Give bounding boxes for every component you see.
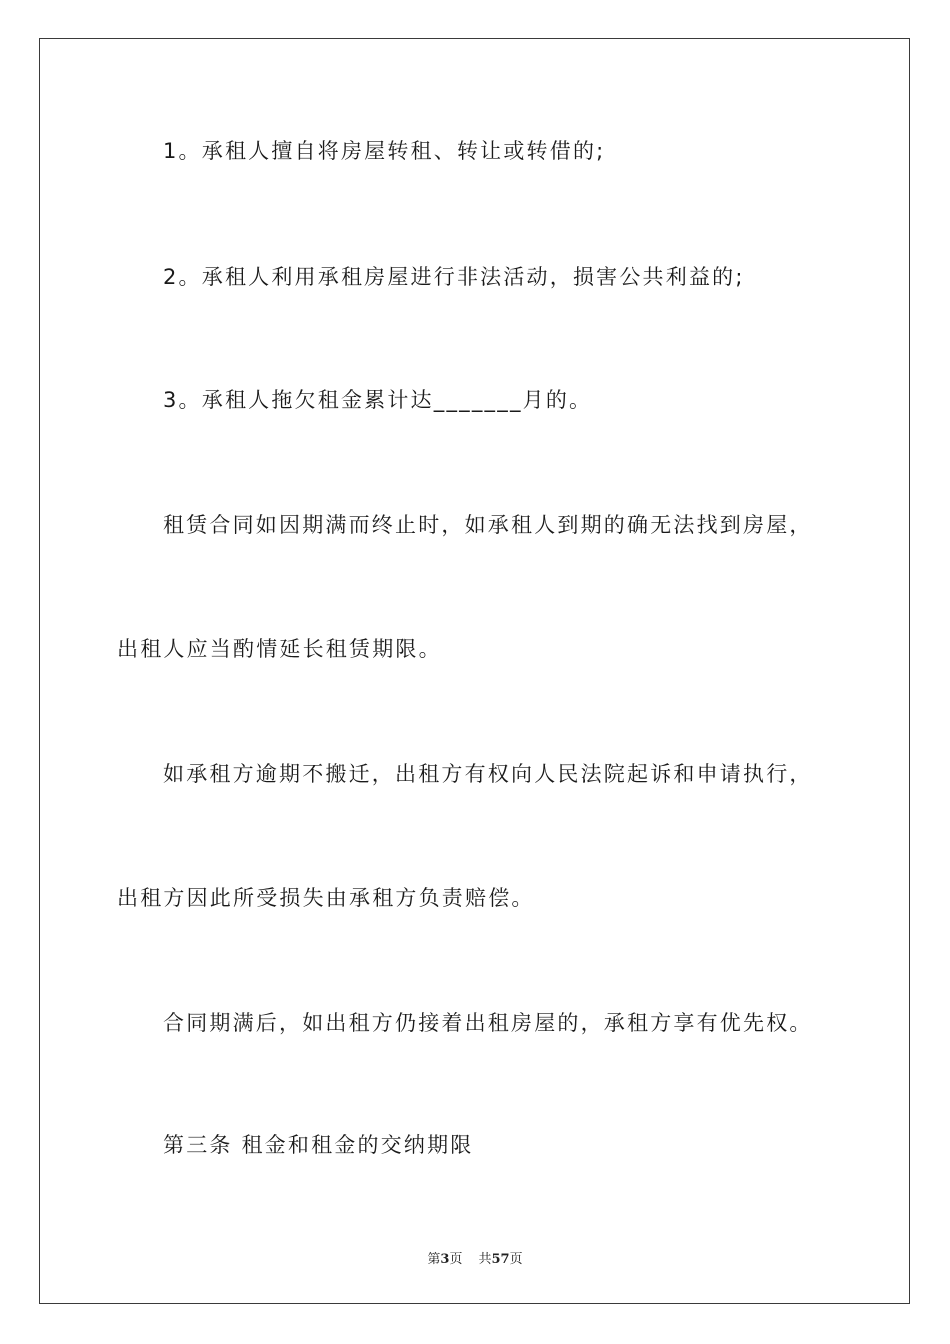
footer-page-prefix: 第 xyxy=(427,1252,441,1267)
footer-total-prefix: 共 xyxy=(478,1252,492,1267)
footer-total-pages: 57 xyxy=(491,1252,510,1267)
paragraph-eviction-line-1: 如承租方逾期不搬迁，出租方有权向人民法院起诉和申请执行， xyxy=(163,762,813,786)
paragraph-renewal-line-1: 租赁合同如因期满而终止时，如承租人到期的确无法找到房屋， xyxy=(163,513,813,537)
footer-page-number: 3 xyxy=(440,1252,450,1267)
clause-item-2: 2。承租人利用承租房屋进行非法活动，损害公共利益的; xyxy=(163,265,745,289)
section-heading: 第三条 租金和租金的交纳期限 xyxy=(163,1133,474,1157)
paragraph-priority: 合同期满后，如出租方仍接着出租房屋的，承租方享有优先权。 xyxy=(163,1011,813,1035)
clause-item-1: 1。承租人擅自将房屋转租、转让或转借的; xyxy=(163,139,606,163)
page-footer xyxy=(0,1248,950,1267)
paragraph-eviction-line-2: 出租方因此所受损失由承租方负责赔偿。 xyxy=(117,886,535,910)
paragraph-renewal-line-2: 出租人应当酌情延长租赁期限。 xyxy=(117,637,442,661)
clause-item-3: 3。承租人拖欠租金累计达_______月的。 xyxy=(163,388,593,412)
footer-page-suffix: 页 xyxy=(449,1252,463,1267)
page-border xyxy=(39,38,910,1304)
footer-total-suffix: 页 xyxy=(509,1252,523,1267)
